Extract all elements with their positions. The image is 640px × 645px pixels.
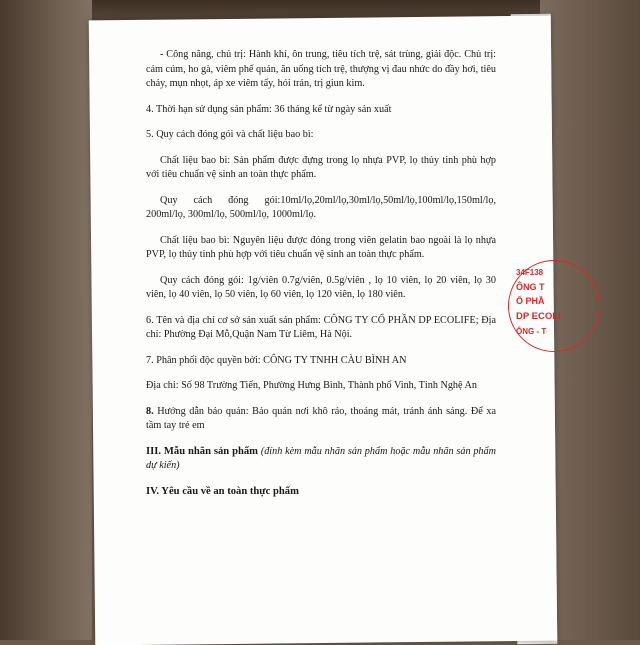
stamp-line-3: Ổ PHẦ (516, 296, 545, 306)
stamp-line-4: DP ECOLI (516, 311, 561, 322)
document-content (146, 48, 496, 510)
paragraph-packaging-spec-2: Quy cách đóng gói: 1g/viên 0.7g/viên, 0.5g/viên , lọ 10 viên, lọ 20 viên, lọ 30 viên, lọ 40 viên, lọ 50 viên, lọ 60 viên, lọ 120 viên, lọ 180 viên. (146, 274, 496, 300)
storage-text: Bảo quản nơi khô ráo, thoáng mát, tránh ánh sáng. Để xa tầm tay trẻ em (146, 405, 497, 431)
stamp-line-2: ÔNG T (516, 282, 545, 292)
paragraph-storage (146, 405, 496, 434)
stamp-line-5: ÔNG - T (516, 327, 547, 336)
paragraph-manufacturer: 6. Tên và địa chỉ cơ sở sản xuất sản phẩm: CÔNG TY CỔ PHẦN DP ECOLIFE; Địa chỉ: Phường Đại Mỗ,Quận Nam Từ Liêm, Hà Nội. (146, 314, 496, 340)
paragraph-distributor-address: Địa chỉ: Số 98 Trường Tiến, Phường Hưng Bình, Thành phố Vinh, Tỉnh Nghệ An (146, 380, 477, 391)
section-note-label-sample: (đính kèm mẫu nhãn sản phẩm hoặc mẫu nhãn sản phẩm dự kiến) (146, 445, 496, 471)
paragraph-packaging-material-2: Chất liệu bao bì: Nguyên liệu được đóng trong viên gelatin bao ngoài là lọ nhựa PVP, lọ thủy tinh phù hợp với tiêu chuẩn vệ sinh an toàn thực phẩm. (146, 234, 496, 260)
storage-number: 8. (146, 405, 154, 417)
paragraph-shelf-life: 4. Thời hạn sử dụng sản phẩm: 36 tháng kể từ ngày sản xuất (146, 103, 392, 115)
company-stamp (508, 264, 561, 354)
paragraph-packaging-material-1: Chất liệu bao bì: Sản phẩm được đựng trong lọ nhựa PVP, lọ thủy tinh phù hợp với tiêu chuẩn vệ sinh an toàn thực phẩm. (146, 154, 496, 180)
stamp-line-1: 34F138 (516, 268, 544, 277)
background-left (0, 0, 92, 640)
paragraph-packaging-spec-1: Quy cách đóng gói:10ml/lọ,20ml/lọ,30ml/lọ,50ml/lọ,100ml/lọ,150ml/lọ, 200ml/lọ, 300ml/lọ, 500ml/lọ, 1000ml/lọ. (146, 194, 496, 220)
paragraph-distributor: 7. Phân phối độc quyền bởi: CÔNG TY TNHH CÀU BÌNH AN (146, 354, 407, 366)
section-title-food-safety: IV. Yêu cầu về an toàn thực phẩm (146, 485, 299, 497)
paragraph-packaging-heading: 5. Quy cách đóng gói và chất liệu bao bì: (146, 129, 314, 140)
section-label-sample (146, 445, 496, 474)
section-title-label-sample: III. Mẫu nhãn sản phẩm (146, 445, 259, 457)
storage-label: Hướng dẫn bảo quản: (157, 405, 249, 417)
paragraph-usage: - Công năng, chủ trị: Hành khí, ôn trung, tiêu tích trệ, sát trùng, giải độc. Chủ trị: cảm cúm, ho gà, viêm phế quản, ăn uống tích trệ, thượng vị đau nhức do đầy hơi, tiêu chảy, mụn nhọt, áp xe viêm tấy, hói trán, trị giun kim. (146, 49, 496, 89)
